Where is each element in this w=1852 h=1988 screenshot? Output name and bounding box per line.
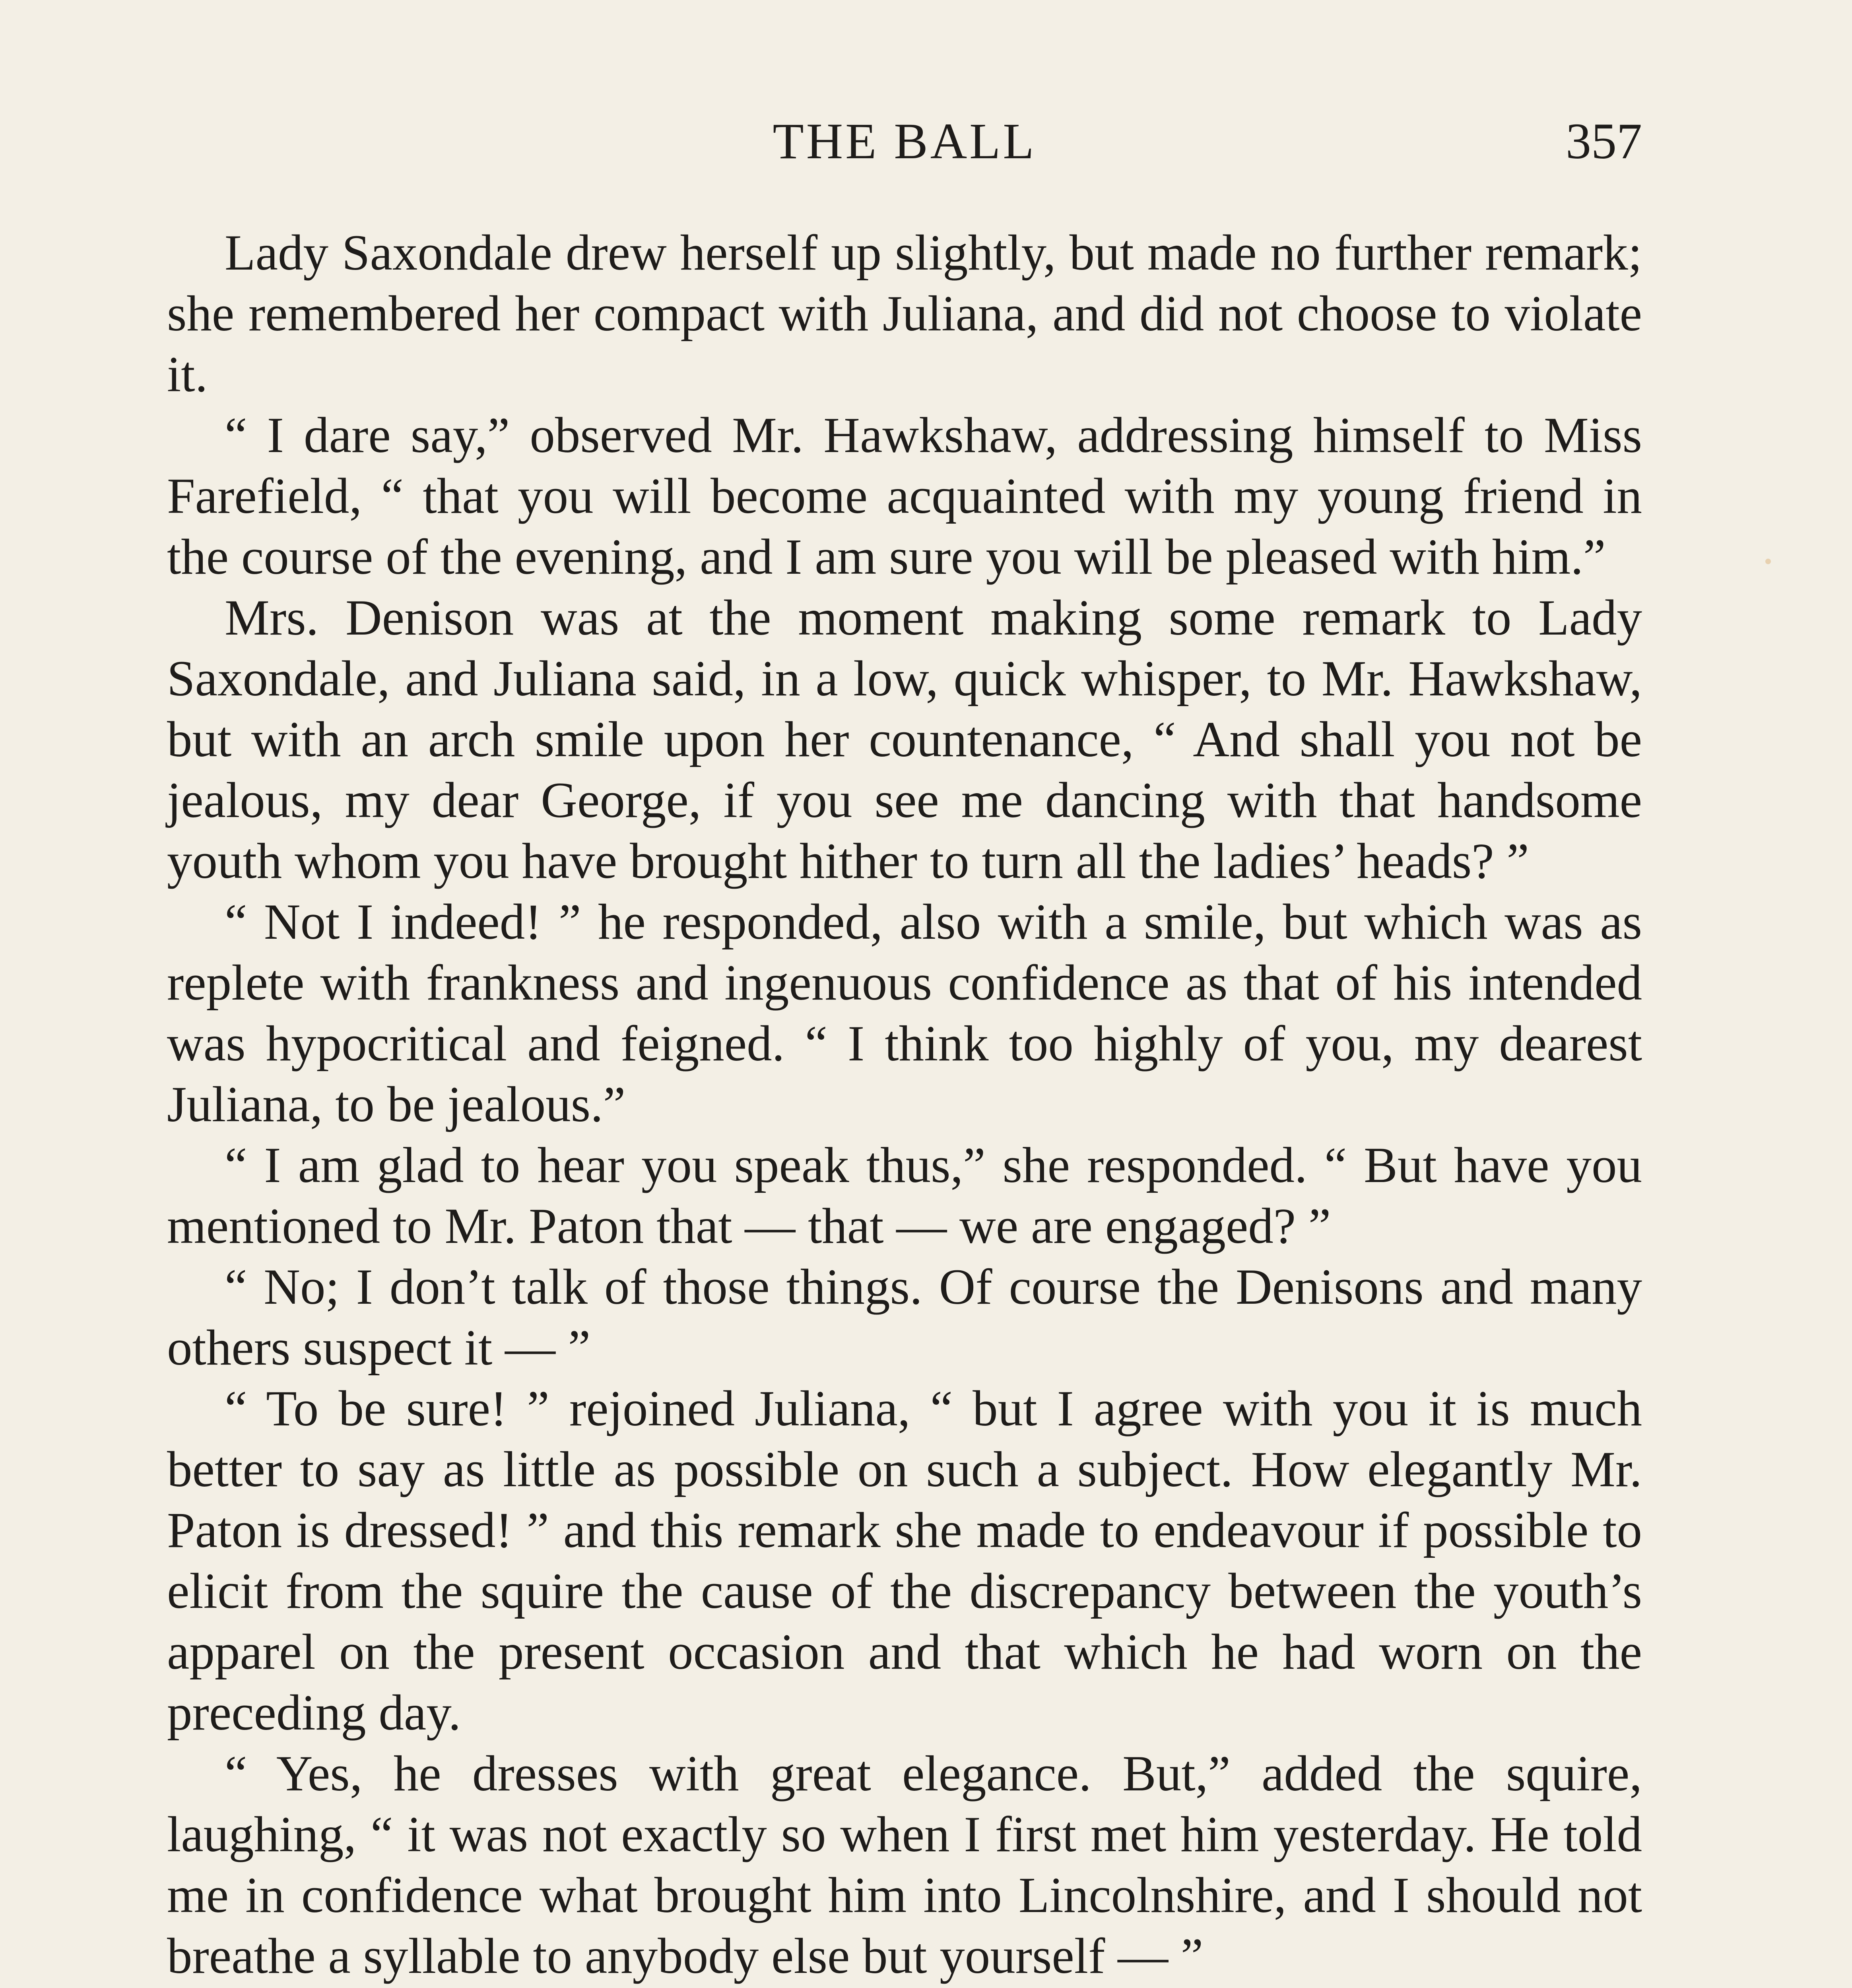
- paper-speck: [1765, 559, 1771, 564]
- paragraph: “ No; I don’t talk of those things. Of course the Denisons and many others suspect it — ”: [167, 1259, 1642, 1376]
- page-number: 357: [1566, 113, 1642, 169]
- paragraph: “ Not I indeed! ” he responded, also with a smile, but which was as replete with frankness and ingenuous confidence as that of his intended was hypocritical and feigned. “ I think too highly of you, my dearest Juliana, to be jealous.”: [167, 894, 1642, 1132]
- paragraph: “ I dare say,” observed Mr. Hawkshaw, addressing himself to Miss Farefield, “ that you will become acquainted with my young friend in the course of the evening, and I am sure you will be pleased with him.”: [167, 408, 1642, 585]
- paragraph: Mrs. Denison was at the moment making some remark to Lady Saxondale, and Juliana said, in a low, quick whisper, to Mr. Hawkshaw, but with an arch smile upon her countenance, “ And shall you not be jealous, my dear George, if you see me dancing with that handsome youth whom you have brought hither to turn all the ladies’ heads? ”: [167, 590, 1642, 889]
- paragraph: “ Yes, he dresses with great elegance. But,” added the squire, laughing, “ it was not exactly so when I first met him yesterday. He told me in confidence what brought him into Lincolnshire, and I should not breathe a syllable to anybody else but yourself — ”: [167, 1746, 1642, 1984]
- running-title: THE BALL: [773, 113, 1037, 169]
- body-text: [167, 223, 1642, 1988]
- paragraph: Lady Saxondale drew herself up slightly, but made no further remark; she remembered her compact with Juliana, and did not choose to violate it.: [167, 225, 1642, 402]
- paragraph: “ I am glad to hear you speak thus,” she responded. “ But have you mentioned to Mr. Paton that — that — we are engaged? ”: [167, 1138, 1642, 1254]
- page-header: [167, 107, 1642, 175]
- paragraph: “ To be sure! ” rejoined Juliana, “ but I agree with you it is much better to say as little as possible on such a subject. How elegantly Mr. Paton is dressed! ” and this remark she made to endeavour if possible to elicit from the squire the cause of the discrepancy between the youth’s apparel on the present occasion and that which he had worn on the preceding day.: [167, 1381, 1642, 1741]
